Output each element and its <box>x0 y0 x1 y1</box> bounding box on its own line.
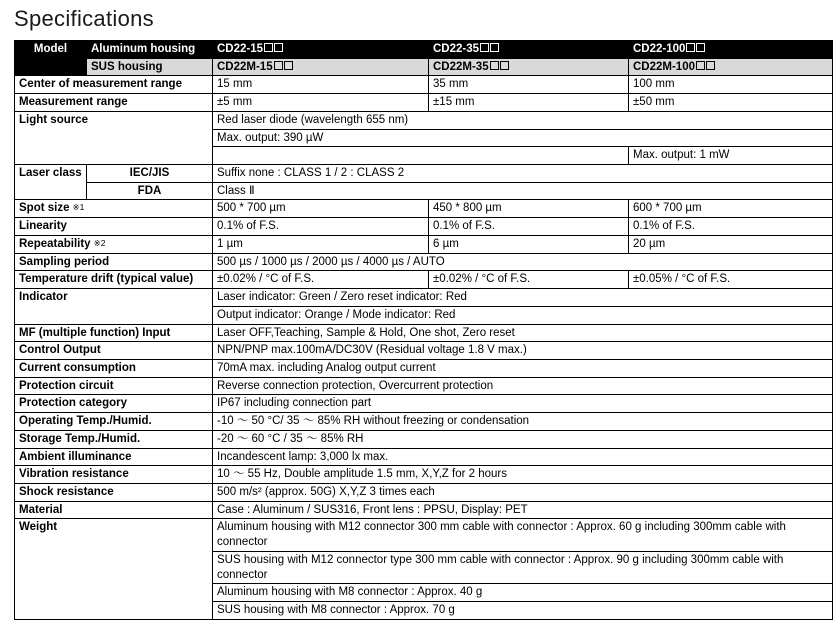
row-value: ±50 mm <box>629 94 833 112</box>
table-row <box>15 253 833 271</box>
row-label: Center of measurement range <box>15 76 213 94</box>
row-value: Aluminum housing with M12 connector 300 mm cable with connector : Approx. 60 g including 300mm cable with connector <box>213 519 833 551</box>
table-row <box>15 430 833 448</box>
row-value: ±15 mm <box>429 94 629 112</box>
row-value: -10 〜 50 °C/ 35 〜 85% RH without freezing or condensation <box>213 413 833 431</box>
row-value: Incandescent lamp: 3,000 lx max. <box>213 448 833 466</box>
table-row <box>15 182 833 200</box>
row-value: ±0.02% / °C of F.S. <box>429 271 629 289</box>
header-aluminum-model-3: CD22-100 <box>629 41 833 59</box>
row-value: Laser indicator: Green / Zero reset indicator: Red <box>213 289 833 307</box>
row-value: 0.1% of F.S. <box>213 218 429 236</box>
row-value: Reverse connection protection, Overcurrent protection <box>213 377 833 395</box>
row-label: Protection category <box>15 395 213 413</box>
table-row <box>15 466 833 484</box>
header-sus-model-3: CD22M-100 <box>629 58 833 76</box>
row-value: 20 µm <box>629 235 833 253</box>
row-value: ±0.05% / °C of F.S. <box>629 271 833 289</box>
header-sus-model-2: CD22M-35 <box>429 58 629 76</box>
footnote-mark: ※1 <box>72 202 85 213</box>
row-label: Temperature drift (typical value) <box>15 271 213 289</box>
row-value: 0.1% of F.S. <box>429 218 629 236</box>
row-label: Material <box>15 501 213 519</box>
table-row <box>15 501 833 519</box>
row-label: Operating Temp./Humid. <box>15 413 213 431</box>
row-label: Sampling period <box>15 253 213 271</box>
row-label: Control Output <box>15 342 213 360</box>
row-value: 100 mm <box>629 76 833 94</box>
header-sus-model-1: CD22M-15 <box>213 58 429 76</box>
row-label: Light source <box>15 111 213 164</box>
specifications-page <box>0 6 837 616</box>
table-row <box>15 289 833 307</box>
row-value: -20 〜 60 °C / 35 〜 85% RH <box>213 430 833 448</box>
header-aluminum-housing-label: Aluminum housing <box>87 41 213 59</box>
table-row <box>15 324 833 342</box>
row-label: Shock resistance <box>15 483 213 501</box>
header-model-label: Model <box>15 41 87 76</box>
row-label: Storage Temp./Humid. <box>15 430 213 448</box>
row-value: 500 * 700 µm <box>213 200 429 218</box>
row-value: 35 mm <box>429 76 629 94</box>
table-header-row-aluminum <box>15 41 833 59</box>
row-value: 0.1% of F.S. <box>629 218 833 236</box>
row-value: 1 µm <box>213 235 429 253</box>
row-label: Ambient illuminance <box>15 448 213 466</box>
table-row <box>15 111 833 129</box>
row-value: SUS housing with M12 connector type 300 mm cable with connector : Approx. 90 g including 300mm cable with connector <box>213 551 833 583</box>
row-value: 500 m/s² (approx. 50G) X,Y,Z 3 times each <box>213 483 833 501</box>
row-label: Current consumption <box>15 359 213 377</box>
row-label: Repeatability ※2 <box>15 235 213 253</box>
row-sublabel: IEC/JIS <box>87 165 213 183</box>
header-sus-housing-label: SUS housing <box>87 58 213 76</box>
row-value: Suffix none : CLASS 1 / 2 : CLASS 2 <box>213 165 833 183</box>
row-label: Linearity <box>15 218 213 236</box>
row-label: MF (multiple function) Input <box>15 324 213 342</box>
row-value: 6 µm <box>429 235 629 253</box>
row-value-empty <box>213 147 629 165</box>
row-value: 500 µs / 1000 µs / 2000 µs / 4000 µs / AUTO <box>213 253 833 271</box>
row-value: 70mA max. including Analog output current <box>213 359 833 377</box>
row-label: Protection circuit <box>15 377 213 395</box>
row-label: Laser class <box>15 165 87 200</box>
row-value: IP67 including connection part <box>213 395 833 413</box>
table-row <box>15 271 833 289</box>
row-value: SUS housing with M8 connector : Approx. 70 g <box>213 602 833 620</box>
table-row <box>15 94 833 112</box>
header-aluminum-model-1: CD22-15 <box>213 41 429 59</box>
row-label: Indicator <box>15 289 213 324</box>
table-row <box>15 483 833 501</box>
table-row <box>15 165 833 183</box>
header-aluminum-model-2: CD22-35 <box>429 41 629 59</box>
row-value: ±0.02% / °C of F.S. <box>213 271 429 289</box>
table-row <box>15 395 833 413</box>
table-row <box>15 235 833 253</box>
row-value: Class Ⅱ <box>213 182 833 200</box>
table-row <box>15 76 833 94</box>
table-row <box>15 359 833 377</box>
row-value: 450 * 800 µm <box>429 200 629 218</box>
row-value: 15 mm <box>213 76 429 94</box>
row-value-max-output: Max. output: 1 mW <box>629 147 833 165</box>
specifications-table <box>14 40 833 620</box>
table-header-row-sus <box>15 58 833 76</box>
row-value: Case : Aluminum / SUS316, Front lens : PPSU, Display: PET <box>213 501 833 519</box>
row-value: Red laser diode (wavelength 655 nm) <box>213 111 833 129</box>
row-label: Measurement range <box>15 94 213 112</box>
table-row <box>15 519 833 551</box>
row-sublabel: FDA <box>87 182 213 200</box>
table-row <box>15 413 833 431</box>
row-value: Output indicator: Orange / Mode indicator: Red <box>213 306 833 324</box>
row-value: NPN/PNP max.100mA/DC30V (Residual voltage 1.8 V max.) <box>213 342 833 360</box>
table-row <box>15 342 833 360</box>
footnote-mark: ※2 <box>93 237 106 248</box>
row-label: Weight <box>15 519 213 619</box>
row-value: Aluminum housing with M8 connector : Approx. 40 g <box>213 584 833 602</box>
table-row <box>15 200 833 218</box>
row-label: Spot size ※1 <box>15 200 213 218</box>
table-row <box>15 377 833 395</box>
row-value: 600 * 700 µm <box>629 200 833 218</box>
row-value: ±5 mm <box>213 94 429 112</box>
table-row <box>15 218 833 236</box>
row-label: Vibration resistance <box>15 466 213 484</box>
row-value: 10 〜 55 Hz, Double amplitude 1.5 mm, X,Y,Z for 2 hours <box>213 466 833 484</box>
page-title: Specifications <box>14 6 154 31</box>
table-row <box>15 448 833 466</box>
row-value: Laser OFF,Teaching, Sample & Hold, One shot, Zero reset <box>213 324 833 342</box>
row-value: Max. output: 390 µW <box>213 129 833 147</box>
